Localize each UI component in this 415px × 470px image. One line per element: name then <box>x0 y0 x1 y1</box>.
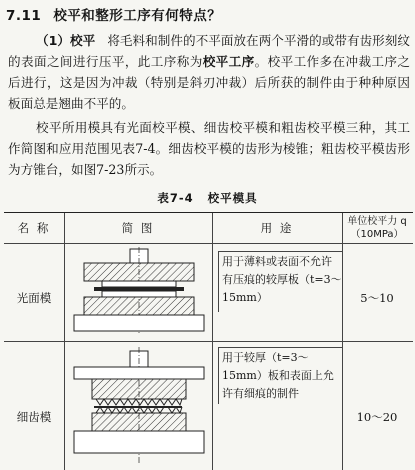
paragraph-1-lead: （1）校平 <box>36 33 96 48</box>
header-pressure: 单位校平力 q（10MPa） <box>347 216 407 240</box>
smooth-die-diagram <box>72 247 206 335</box>
row-2-pressure: 10～20 <box>356 410 398 424</box>
paragraph-1-bold-term: 校平工序 <box>202 54 255 69</box>
row-divider <box>4 341 413 342</box>
row-1-pressure: 5～10 <box>360 291 394 305</box>
die-table <box>4 212 413 470</box>
paragraph-1-text-a: 将毛料和制件的不平面放在两个平滑的或带有齿形刻纹的表面之间进行压平，此工序称为 <box>8 33 411 69</box>
row-1-use: 用于薄料或表面不允许有压痕的较厚板（t=3～15mm） <box>222 255 342 304</box>
header-name: 名 称 <box>4 213 64 244</box>
row-2-name: 细齿模 <box>16 410 52 424</box>
header-diagram: 简 图 <box>64 213 212 244</box>
table-caption <box>0 190 415 206</box>
paragraph-1-text-b: 。校平工作多在冲裁工序之后进行，这是因为冲裁（特别是斜刃冲裁）后所获的制件由于种种原因板面总是翘曲不平的。 <box>8 54 411 111</box>
fine-tooth-die-diagram <box>72 347 206 465</box>
header-use: 用 途 <box>212 213 342 244</box>
paragraph-2: 校平所用模具有光面校平模、细齿校平模和粗齿校平模三种，其工作简图和应用范围见表7-4。细齿校平模的齿形为棱锥；粗齿校平模齿形为方锥台，如图7-23所示。 <box>8 120 410 177</box>
section-number: 7.11 <box>6 8 42 24</box>
paragraph-1 <box>8 30 410 114</box>
row-1-name: 光面模 <box>16 291 52 305</box>
table-caption-title: 校平模具 <box>207 191 258 205</box>
section-title: 校平和整形工序有何特点？ <box>53 8 222 24</box>
table-caption-number: 表7-4 <box>157 191 194 205</box>
section-heading <box>6 4 221 24</box>
row-2-use: 用于较厚（t=3～15mm）板和表面上允许有细痕的制件 <box>222 351 334 400</box>
